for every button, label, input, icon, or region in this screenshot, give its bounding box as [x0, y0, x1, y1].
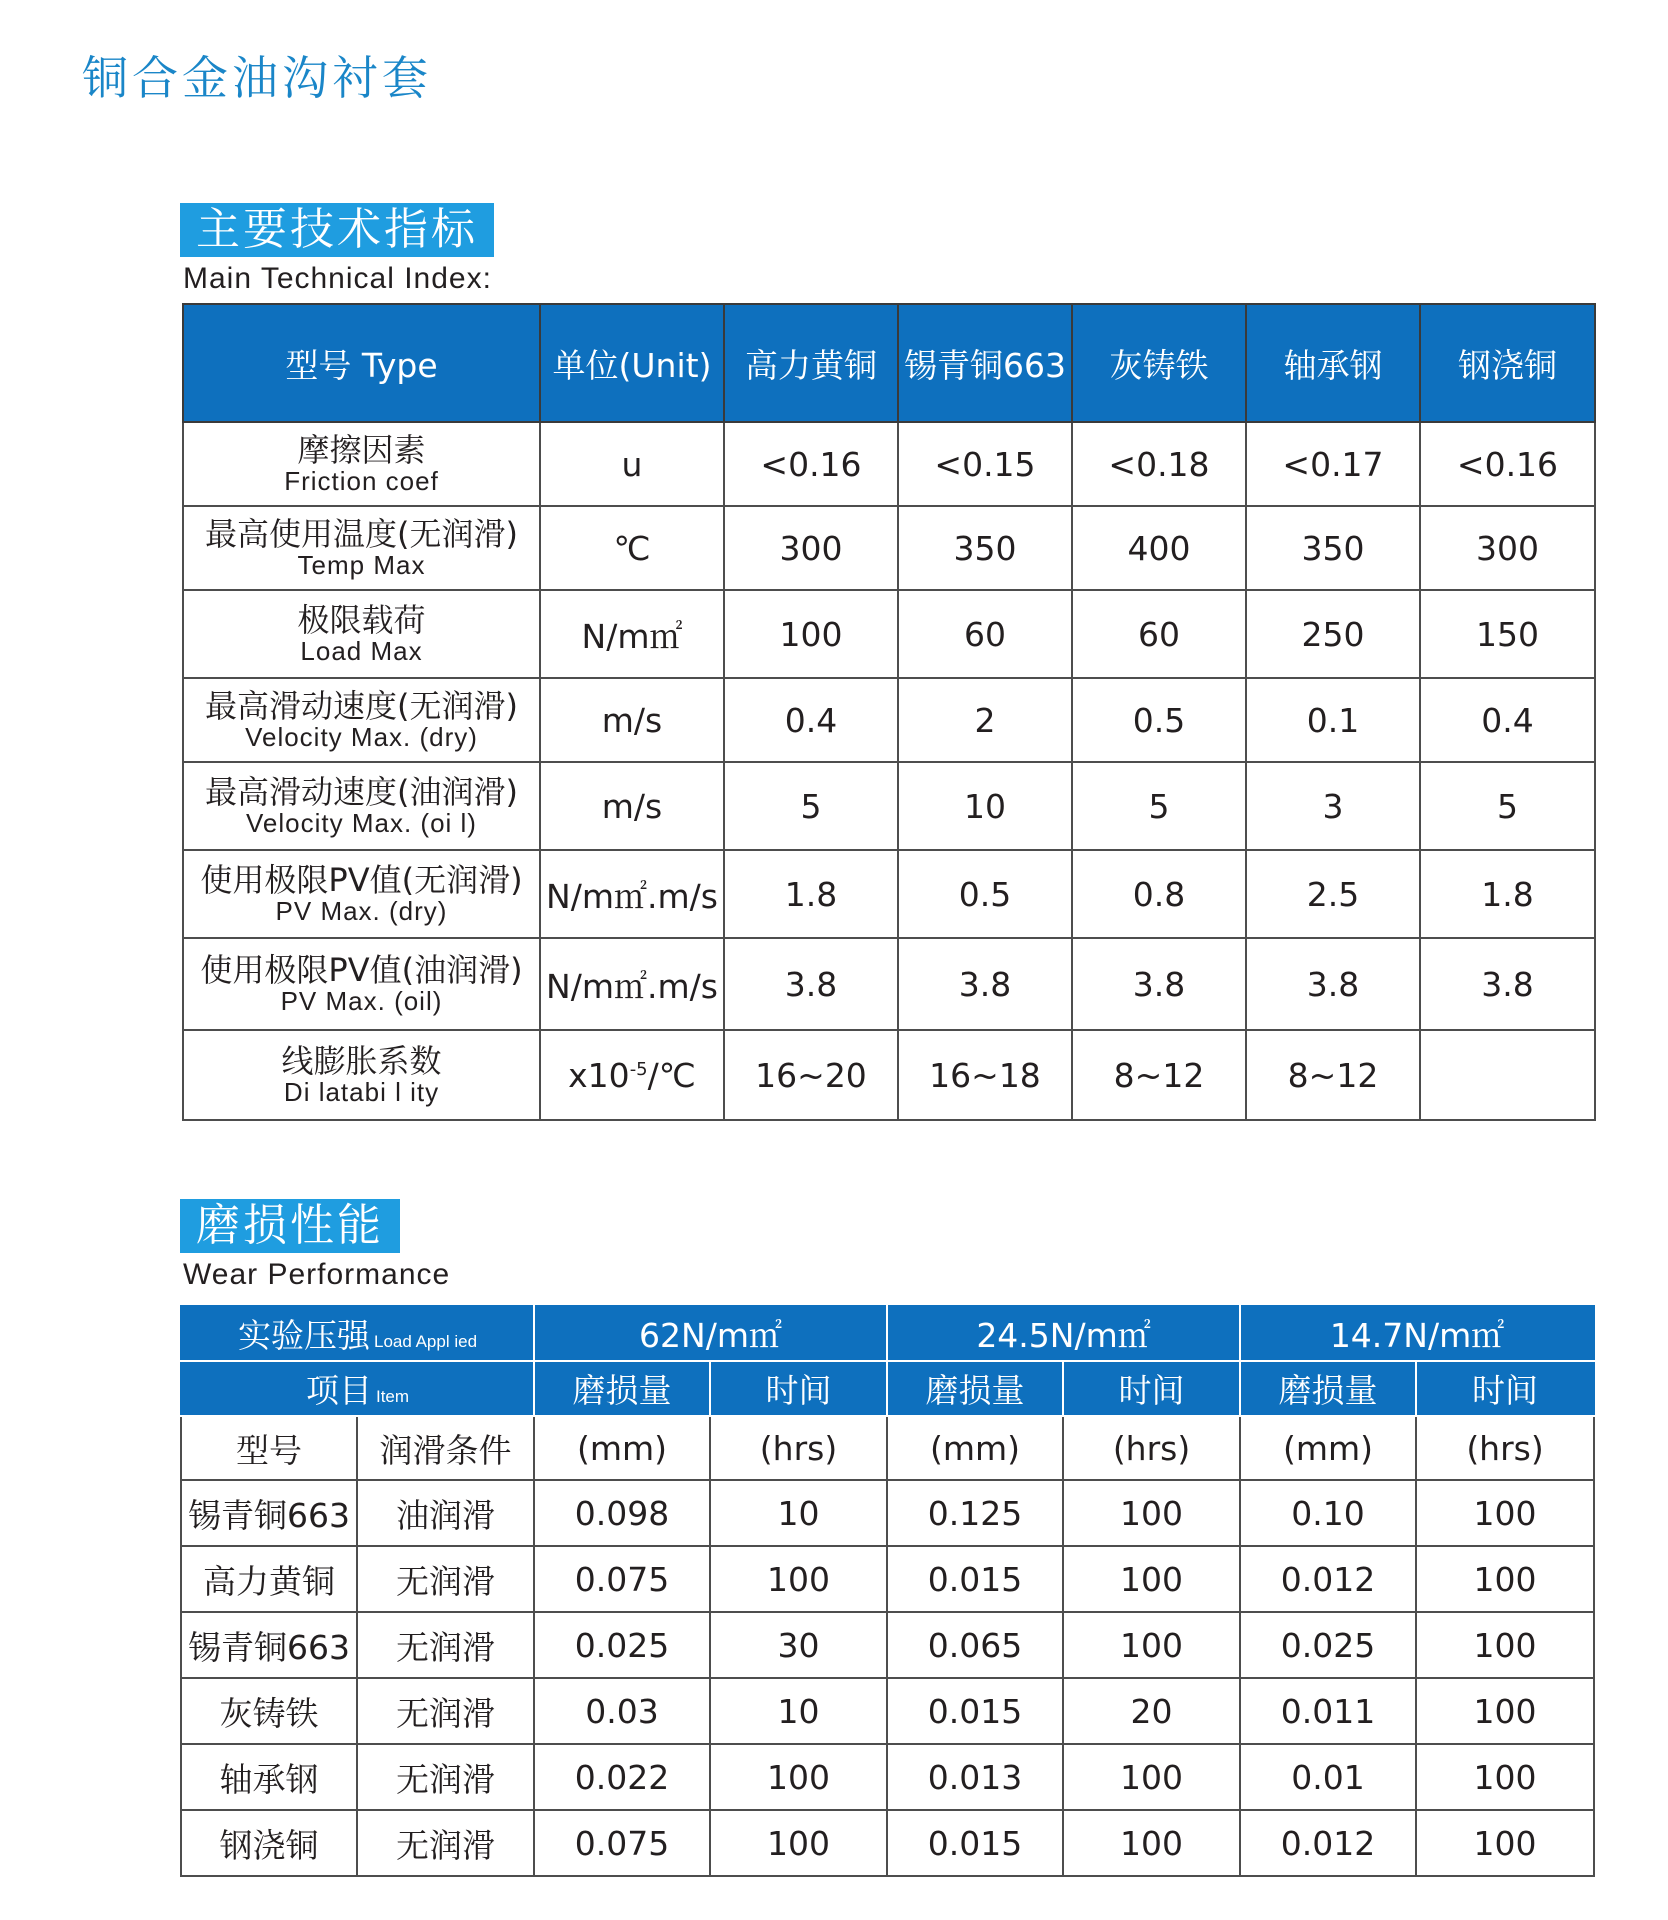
value-cell: 3.8: [1072, 938, 1246, 1030]
parameter-name-cn: 使用极限PV值(无润滑): [200, 861, 523, 899]
parameter-name-cn: 极限载荷: [297, 601, 426, 639]
load-applied-label: 实验压强 Load Appl ied: [181, 1306, 534, 1361]
table-row: [181, 1612, 1594, 1678]
value-cell: 0.4: [724, 678, 898, 762]
sub-header-time-1: 时间: [710, 1361, 887, 1416]
wear-amount-cell: 0.025: [1240, 1612, 1416, 1678]
wear-amount-cell: 0.025: [534, 1612, 710, 1678]
value-cell: 2: [898, 678, 1072, 762]
load-2: 24.5N/m㎡: [887, 1306, 1240, 1361]
unit-cell: (hrs): [1063, 1416, 1240, 1480]
time-cell: 100: [1416, 1480, 1594, 1546]
table-row: [183, 506, 1595, 590]
wear-amount-cell: 0.015: [887, 1810, 1063, 1876]
wear-amount-cell: 0.022: [534, 1744, 710, 1810]
wear-amount-cell: 0.075: [534, 1546, 710, 1612]
value-cell: 0.4: [1420, 678, 1595, 762]
wear-amount-cell: 0.012: [1240, 1810, 1416, 1876]
unit-cell: N/m㎡.m/s: [540, 938, 724, 1030]
sub-header-time-3: 时间: [1416, 1361, 1594, 1416]
value-cell: 0.8: [1072, 850, 1246, 938]
value-cell: 3.8: [898, 938, 1072, 1030]
time-cell: 100: [1063, 1744, 1240, 1810]
parameter-name-en: Load Max: [300, 636, 423, 666]
unit-exponent: -5: [629, 1058, 648, 1080]
header-unit: 单位(Unit): [540, 304, 724, 422]
value-cell: 350: [898, 506, 1072, 590]
value-cell: 300: [1420, 506, 1595, 590]
page-title: 铜合金油沟衬套: [82, 51, 432, 105]
time-cell: 30: [710, 1612, 887, 1678]
sub-header-wear-2: 磨损量: [887, 1361, 1063, 1416]
time-cell: 100: [1416, 1678, 1594, 1744]
parameter-name-en: Velocity Max. (oi l): [246, 808, 477, 838]
wear-amount-cell: 0.015: [887, 1678, 1063, 1744]
value-cell: 3: [1246, 762, 1420, 850]
unit-cell: (hrs): [710, 1416, 887, 1480]
wear-amount-cell: 0.03: [534, 1678, 710, 1744]
value-cell: 16~18: [898, 1030, 1072, 1120]
header-material-5: 钢浇铜: [1420, 304, 1595, 422]
value-cell: 10: [898, 762, 1072, 850]
material-type-cell: 灰铸铁: [181, 1678, 357, 1744]
parameter-cell: [183, 938, 540, 1030]
parameter-name-en: Temp Max: [297, 550, 426, 580]
parameter-cell: [183, 506, 540, 590]
time-cell: 100: [710, 1744, 887, 1810]
value-cell: <0.16: [724, 422, 898, 506]
parameter-name-cn: 摩擦因素: [297, 431, 426, 469]
material-type-cell: 锡青铜663: [181, 1480, 357, 1546]
value-cell: 3.8: [1420, 938, 1595, 1030]
header-material-1: 高力黄铜: [724, 304, 898, 422]
parameter-cell: [183, 1030, 540, 1120]
parameter-cell: [183, 762, 540, 850]
time-cell: 100: [1063, 1546, 1240, 1612]
section-tag-wear: 磨损性能: [180, 1199, 400, 1253]
value-cell: 16~20: [724, 1030, 898, 1120]
time-cell: 100: [710, 1810, 887, 1876]
table-row: [181, 1810, 1594, 1876]
value-cell: 3.8: [724, 938, 898, 1030]
material-type-cell: 钢浇铜: [181, 1810, 357, 1876]
table-row: [183, 590, 1595, 678]
parameter-name-cn: 最高使用温度(无润滑): [205, 515, 518, 553]
material-type-cell: 轴承钢: [181, 1744, 357, 1810]
value-cell: 300: [724, 506, 898, 590]
lubrication-cell: 无润滑: [357, 1612, 534, 1678]
table-row: [183, 1030, 1595, 1120]
parameter-cell: [183, 422, 540, 506]
parameter-name-cn: 最高滑动速度(油润滑): [205, 773, 518, 811]
unit-cell: (mm): [534, 1416, 710, 1480]
lubrication-cell: 无润滑: [357, 1678, 534, 1744]
wear-amount-cell: 0.011: [1240, 1678, 1416, 1744]
wear-amount-cell: 0.013: [887, 1744, 1063, 1810]
table-row: [181, 1678, 1594, 1744]
unit-cell: N/m㎡: [540, 590, 724, 678]
value-cell: 2.5: [1246, 850, 1420, 938]
material-type-cell: 锡青铜663: [181, 1612, 357, 1678]
unit-cell: (hrs): [1416, 1416, 1594, 1480]
value-cell: 5: [724, 762, 898, 850]
wear-amount-cell: 0.098: [534, 1480, 710, 1546]
parameter-name-en: Di latabi l ity: [283, 1077, 440, 1107]
section-tag-tech: 主要技术指标: [180, 203, 494, 257]
time-cell: 20: [1063, 1678, 1240, 1744]
time-cell: 100: [1416, 1810, 1594, 1876]
table-row: [181, 1744, 1594, 1810]
value-cell: 5: [1420, 762, 1595, 850]
value-cell: 5: [1072, 762, 1246, 850]
header-type: 型号 Type: [183, 304, 540, 422]
lubrication-cell: 无润滑: [357, 1810, 534, 1876]
wear-performance-table: [180, 1305, 1595, 1877]
wear-amount-cell: 0.125: [887, 1480, 1063, 1546]
section-subtitle-wear: Wear Performance: [183, 1258, 451, 1291]
load-1: 62N/m㎡: [534, 1306, 887, 1361]
time-cell: 10: [710, 1678, 887, 1744]
header-material-3: 灰铸铁: [1072, 304, 1246, 422]
value-cell: 0.5: [1072, 678, 1246, 762]
value-cell: 8~12: [1246, 1030, 1420, 1120]
parameter-name-cn: 使用极限PV值(油润滑): [200, 951, 523, 989]
value-cell: 0.5: [898, 850, 1072, 938]
lubrication-cell: 无润滑: [357, 1744, 534, 1810]
parameter-name-en: Friction coef: [284, 466, 439, 496]
time-cell: 100: [1063, 1480, 1240, 1546]
unit-base: x10: [568, 1055, 630, 1095]
units-row: [181, 1416, 1594, 1480]
parameter-cell: [183, 678, 540, 762]
technical-index-table: [182, 303, 1596, 1121]
unit-tail: /℃: [647, 1055, 696, 1095]
value-cell: 400: [1072, 506, 1246, 590]
time-cell: 100: [1416, 1612, 1594, 1678]
section-subtitle-tech: Main Technical Index:: [183, 262, 492, 295]
value-cell: 150: [1420, 590, 1595, 678]
value-cell: 3.8: [1246, 938, 1420, 1030]
value-cell: <0.16: [1420, 422, 1595, 506]
value-cell: 8~12: [1072, 1030, 1246, 1120]
unit-cell: m/s: [540, 678, 724, 762]
table-row: [181, 1546, 1594, 1612]
wear-amount-cell: 0.015: [887, 1546, 1063, 1612]
table-row: [183, 938, 1595, 1030]
lubrication-cell: 油润滑: [357, 1480, 534, 1546]
material-type-cell: 高力黄铜: [181, 1546, 357, 1612]
table-row: [181, 1480, 1594, 1546]
type-column-label: 型号: [181, 1416, 357, 1480]
value-cell: <0.15: [898, 422, 1072, 506]
wear-amount-cell: 0.01: [1240, 1744, 1416, 1810]
table-row: [183, 762, 1595, 850]
item-label: 项目 Item: [181, 1361, 534, 1416]
time-cell: 100: [710, 1546, 887, 1612]
header-material-4: 轴承钢: [1246, 304, 1420, 422]
wear-amount-cell: 0.012: [1240, 1546, 1416, 1612]
value-cell: <0.18: [1072, 422, 1246, 506]
time-cell: 10: [710, 1480, 887, 1546]
unit-cell: N/m㎡.m/s: [540, 850, 724, 938]
table-row: [183, 678, 1595, 762]
header-material-2: 锡青铜663: [898, 304, 1072, 422]
lubrication-cell: 无润滑: [357, 1546, 534, 1612]
parameter-name-en: Velocity Max. (dry): [245, 722, 478, 752]
wear-amount-cell: 0.065: [887, 1612, 1063, 1678]
unit-cell: u: [540, 422, 724, 506]
time-cell: 100: [1416, 1744, 1594, 1810]
value-cell: 250: [1246, 590, 1420, 678]
value-cell: 100: [724, 590, 898, 678]
condition-column-label: 润滑条件: [357, 1416, 534, 1480]
value-cell: 350: [1246, 506, 1420, 590]
value-cell: 1.8: [1420, 850, 1595, 938]
sub-header-time-2: 时间: [1063, 1361, 1240, 1416]
sub-header-wear-1: 磨损量: [534, 1361, 710, 1416]
unit-cell: m/s: [540, 762, 724, 850]
time-cell: 100: [1416, 1546, 1594, 1612]
parameter-name-cn: 线膨胀系数: [281, 1042, 442, 1080]
value-cell: 60: [1072, 590, 1246, 678]
parameter-cell: [183, 850, 540, 938]
value-cell: [1420, 1030, 1595, 1120]
value-cell: <0.17: [1246, 422, 1420, 506]
table-row: [183, 850, 1595, 938]
value-cell: 1.8: [724, 850, 898, 938]
parameter-name-en: PV Max. (oil): [280, 986, 443, 1016]
sub-header-wear-3: 磨损量: [1240, 1361, 1416, 1416]
value-cell: 0.1: [1246, 678, 1420, 762]
unit-cell: (mm): [1240, 1416, 1416, 1480]
unit-cell: (mm): [887, 1416, 1063, 1480]
time-cell: 100: [1063, 1612, 1240, 1678]
parameter-name-en: PV Max. (dry): [275, 896, 448, 926]
time-cell: 100: [1063, 1810, 1240, 1876]
unit-cell: ℃: [540, 506, 724, 590]
wear-amount-cell: 0.075: [534, 1810, 710, 1876]
unit-cell: [540, 1030, 724, 1120]
load-3: 14.7N/m㎡: [1240, 1306, 1594, 1361]
parameter-cell: [183, 590, 540, 678]
parameter-name-cn: 最高滑动速度(无润滑): [205, 687, 518, 725]
wear-amount-cell: 0.10: [1240, 1480, 1416, 1546]
value-cell: 60: [898, 590, 1072, 678]
table-row: [183, 422, 1595, 506]
